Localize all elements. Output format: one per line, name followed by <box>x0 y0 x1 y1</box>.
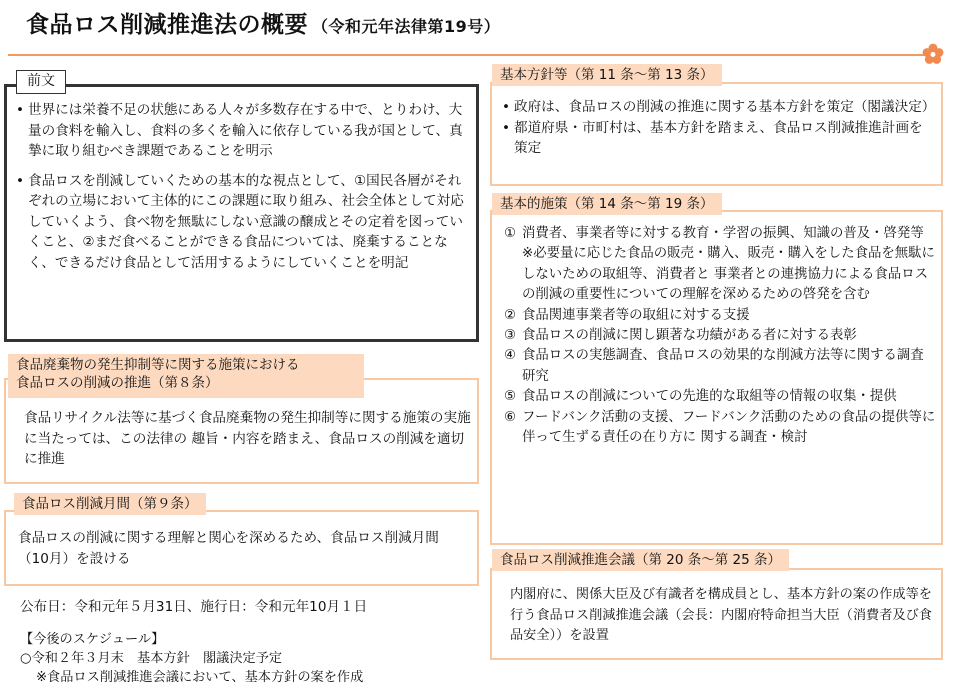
measure-number: ③ <box>504 328 517 344</box>
measure-item <box>504 408 936 449</box>
flower-icon <box>922 43 944 65</box>
waste-tab <box>8 354 364 398</box>
preamble-tab-label: 前文 <box>27 73 55 89</box>
measure-number: ① <box>504 226 517 241</box>
preamble-content <box>16 100 472 273</box>
waste-tab-line2: 食品ロスの削減の推進（第８条） <box>16 375 219 391</box>
page-title <box>26 6 500 39</box>
measures-tab: 基本的施策（第 14 条～第 19 条） <box>492 193 722 215</box>
measure-text: フードバンク活動の支援、フードバンク活動のための食品の提供等に伴って生ずる責任の在り方に 関する調査・検討 <box>522 409 936 446</box>
measure-number: ② <box>504 307 517 323</box>
measure-number: ④ <box>504 348 517 364</box>
schedule <box>20 630 363 687</box>
policy-content <box>502 97 934 159</box>
measure-item <box>504 387 936 407</box>
measure-text: 食品ロスの削減についての先進的な取組等の情報の収集・提供 <box>522 389 897 405</box>
preamble-tab <box>16 70 66 94</box>
title-subtitle: （令和元年法律第19号） <box>312 17 501 36</box>
policy-item: • 政府は、食品ロスの削減の推進に関する基本方針を策定（閣議決定） <box>502 97 934 118</box>
schedule-note: ※食品ロス削減推進会議において、基本方針の案を作成 <box>36 670 364 685</box>
measure-item <box>504 346 936 387</box>
waste-body: 食品リサイクル法等に基づく食品廃棄物の発生抑制等に関する施策の実施に当たっては、この法律の 趣旨・内容を踏まえ、食品ロスの削減を適切に推進 <box>24 410 471 467</box>
measure-text: 食品関連事業者等の取組に対する支援 <box>522 307 750 323</box>
enforcement-dates: 公布日：令和元年５月31日、施行日：令和元年10月１日 <box>20 599 368 615</box>
council-tab: 食品ロス削減推進会議（第 20 条～第 25 条） <box>492 549 789 571</box>
measure-text: 食品ロスの実態調査、食品ロスの効果的な削減方法等に関する調査研究 <box>522 348 924 384</box>
header-rule <box>8 54 928 56</box>
title-main: 食品ロス削減推進法の概要 <box>26 12 308 38</box>
preamble-item <box>16 171 472 274</box>
preamble-item-text: 食品ロスを削減していくための基本的な視点として、①国民各層がそれぞれの立場において主体的にこの課題に取り組み、社会全体として対応していくよう、食べ物を無駄にしない意識の醸成とその定着を図っていくこと、②まだ食べることができる食品については、廃棄することなく、できるだけ食品として活用するようにしていくことを明記 <box>28 172 464 271</box>
month-body: 食品ロスの削減に関する理解と関心を深めるため、食品ロス削減月間（10月）を設ける <box>18 530 439 567</box>
measure-item <box>504 306 936 326</box>
schedule-line: ○令和２年３月末 基本方針 閣議決定予定 <box>20 651 283 666</box>
policy-tab: 基本方針等（第 11 条～第 13 条） <box>492 64 722 86</box>
month-tab: 食品ロス削減月間（第９条） <box>14 493 206 515</box>
measure-number: ⑥ <box>504 409 517 425</box>
measure-item <box>504 224 936 306</box>
measure-number: ⑤ <box>504 389 517 405</box>
policy-item: • 都道府県・市町村は、基本方針を踏まえ、食品ロス削減推進計画を策定 <box>502 118 934 159</box>
measure-note: ※必要量に応じた食品の販売・購入、販売・購入をした食品を無駄にしないための取組等、消費者と 事業者との連携協力による食品ロスの削減の重要性についての理解を深めるための啓発を含む <box>522 246 935 303</box>
measures-content <box>504 224 936 448</box>
measure-text: 食品ロスの削減に関し顕著な功績がある者に対する表彰 <box>522 328 857 344</box>
council-body: 内閣府に、関係大臣及び有識者を構成員とし、基本方針の案の作成等を行う食品ロス削減推進会議（会長：内閣府特命担当大臣（消費者及び食品安全））を設置 <box>510 587 932 643</box>
waste-tab-line1: 食品廃棄物の発生抑制等に関する施策における <box>16 357 300 373</box>
preamble-item: • 世界には栄養不足の状態にある人々が多数存在する中で、とりわけ、大量の食料を輸入し、食料の多くを輸入に依存している我が国として、真摯に取り組むべき課題であることを明示 <box>16 100 472 162</box>
measure-text: 消費者、事業者等に対する教育・学習の振興、知識の普及・啓発等 <box>522 226 924 241</box>
measure-item <box>504 326 936 346</box>
schedule-heading: 【今後のスケジュール】 <box>20 632 165 647</box>
